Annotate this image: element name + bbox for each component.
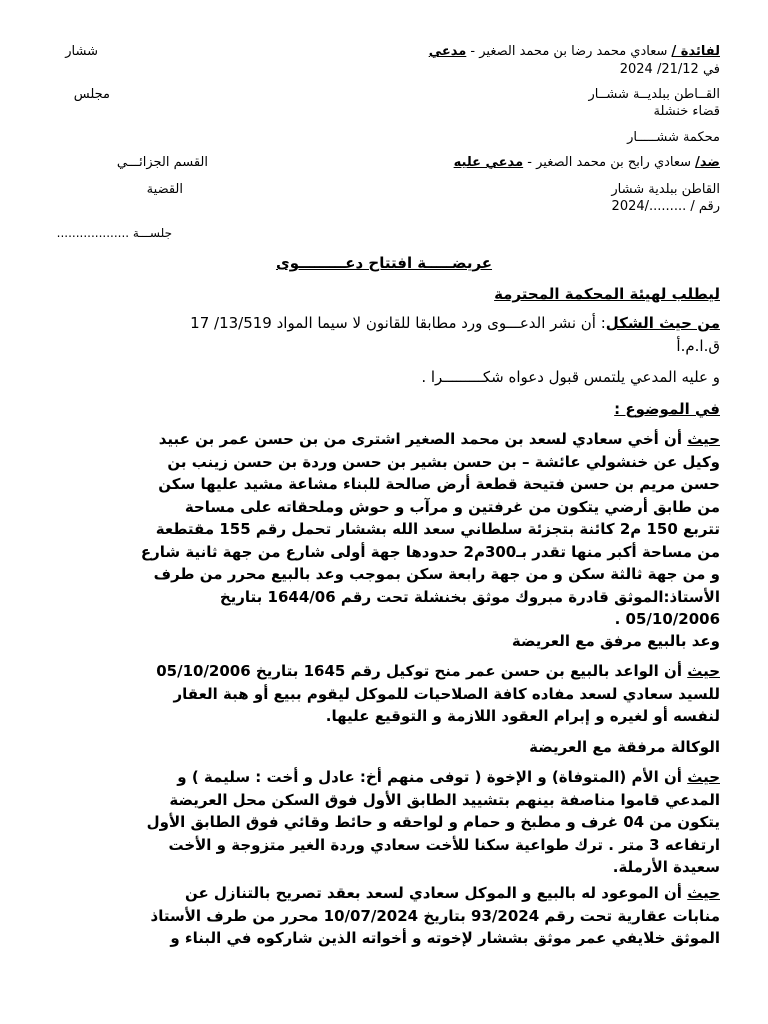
paragraph-1-line: الأستاذ:الموثق قادرة مبروك موثق بخنشلة تحت رقم 1644/06 بتاريخ [219, 587, 720, 606]
paragraph-4-line: منابات عقارية تحت رقم 93/2024 بتاريخ 10/07/2024 محرر من طرف الأستاذ [150, 906, 720, 925]
district-line: قضاء خنشلة [653, 104, 720, 119]
paragraph-4-lead: حيث [687, 884, 720, 902]
council-label: مجلس [73, 87, 110, 102]
date-line: في 21/12/ 2024 [619, 62, 720, 77]
paragraph-2-lead: حيث [687, 662, 720, 680]
beneficiary-label: لفائدة / [671, 44, 720, 59]
paragraph-1-line: وكيل عن خنشولي عائشة – بن حسن بشير بن حسن وردة بن حسن زينب بن [167, 452, 720, 471]
paragraph-1-line: من مساحة أكبر منها تقدر بـ300م2 حدودها جهة أولى شارع من جهة ثانية شارع [140, 542, 720, 561]
session-line: جلســـة ................... [56, 226, 172, 240]
beneficiary-line [429, 44, 720, 60]
acceptance-line: و عليه المدعي يلتمس قبول دعواه شكـــــــــرا . [421, 368, 720, 386]
form-section-text: : أن نشر الدعـــوى ورد مطابقا للقانون لا سيما المواد 13/519/ 17 [190, 314, 606, 332]
paragraph-3-line: ارتفاعه 3 متر . ترك طواعية سكنا للأخت سعادي وردة الغير متزوجة و الأخت [168, 835, 720, 854]
paragraph-2 [48, 660, 720, 728]
form-section-text-2: ق.ا.م.أ [676, 337, 720, 355]
against-label: ضد/ [695, 155, 720, 170]
paragraph-3 [48, 766, 720, 879]
plaintiff-role: مدعي [428, 44, 467, 59]
defendant-dash: - [523, 155, 537, 170]
defendant-role: مدعي عليه [453, 155, 524, 170]
paragraph-4-line: الموثق خلايفي عمر موثق بششار لإخوته و أخواته الذين شاركوه في البناء و [170, 929, 720, 947]
paragraph-3-line: المدعي قاموا مناصفة بينهم بتشييد الطابق الأول فوق السكن محل العريضة [169, 790, 720, 809]
city-right: ششار [65, 44, 98, 59]
paragraph-1-line: تتربع 150 م2 كائنة بتجزئة سلطاني سعد الله بششار تحمل رقم 155 مقتطعة [155, 520, 720, 538]
paragraph-4-line: أن الموعود له بالبيع و الموكل سعادي لسعد بعقد تصريح بالتنازل عن [184, 884, 688, 902]
form-section [48, 312, 720, 358]
paragraph-3-line: سعيدة الأرملة. [612, 858, 720, 876]
request-heading: ليطلب لهيئة المحكمة المحترمة [494, 285, 720, 303]
defendant-address: القاطن ببلدية ششار [611, 182, 720, 197]
paragraph-3-lead: حيث [687, 768, 720, 786]
case-number: رقم / ........./2024 [611, 199, 720, 214]
paragraph-2-line: لنفسه أو لغيره و إبرام العقود اللازمة و التوقيع عليها. [325, 707, 720, 725]
paragraph-1-line: و من جهة ثالثة سكن و من جهة رابعة سكن بموجب وعد بالبيع محرر من طرف [153, 565, 720, 583]
paragraph-3-line: يتكون من 04 غرف و مطبخ و حمام و لواحقه و حائط وقائي فوق الطابق الأول [146, 813, 720, 831]
document-title: عريضـــــة افتتاح دعـــــــــوى [275, 254, 493, 272]
address-line: القــاطن ببلديــة ششــار [588, 87, 720, 102]
paragraph-1-line: من طابق أرضي يتكون من غرفتين و مرآب و حوش وملحقاته على مساحة [184, 497, 720, 516]
defendant-name: سعادي رابح بن محمد الصغير [536, 155, 696, 170]
attachment-note-2: الوكالة مرفقة مع العريضة [529, 738, 720, 756]
paragraph-1 [48, 428, 720, 631]
paragraph-2-line: أن الواعد بالبيع بن حسن عمر منح توكيل رقم 1645 بتاريخ 05/10/2006 [156, 662, 688, 680]
against-line [454, 155, 720, 171]
paragraph-2-line: للسيد سعادي لسعد مفاده كافة الصلاحيات للموكل ليقوم ببيع أو هبة العقار [173, 684, 720, 703]
beneficiary-name: سعادي محمد رضا بن محمد الصغير [479, 44, 672, 59]
attachment-note-1: وعد بالبيع مرفق مع العريضة [511, 632, 720, 650]
paragraph-1-lead: حيث [687, 430, 720, 448]
court-line: محكمة ششـــــار [627, 130, 720, 145]
paragraph-1-line: أن أخي سعادي لسعد بن محمد الصغير اشترى من بن حسن عمر بن عبيد [158, 430, 688, 448]
paragraph-1-line: 05/10/2006 . [614, 610, 720, 628]
beneficiary-dash: - [466, 44, 480, 59]
paragraph-3-line: أن الأم (المتوفاة) و الإخوة ( توفى منهم أخ: عادل و أخت : سليمة ) و [177, 768, 688, 786]
paragraph-1-line: حسن مريم بن حسن فتيحة قطعة أرض صالحة للبناء مشاعة مشيد عليها سكن [158, 475, 720, 493]
criminal-section: القسم الجزائـــي [116, 155, 208, 170]
merits-heading: في الموضوع : [614, 400, 720, 418]
case-label: القضية [146, 182, 183, 197]
form-section-label: من حيث الشكل [605, 314, 720, 332]
paragraph-4 [48, 882, 720, 950]
